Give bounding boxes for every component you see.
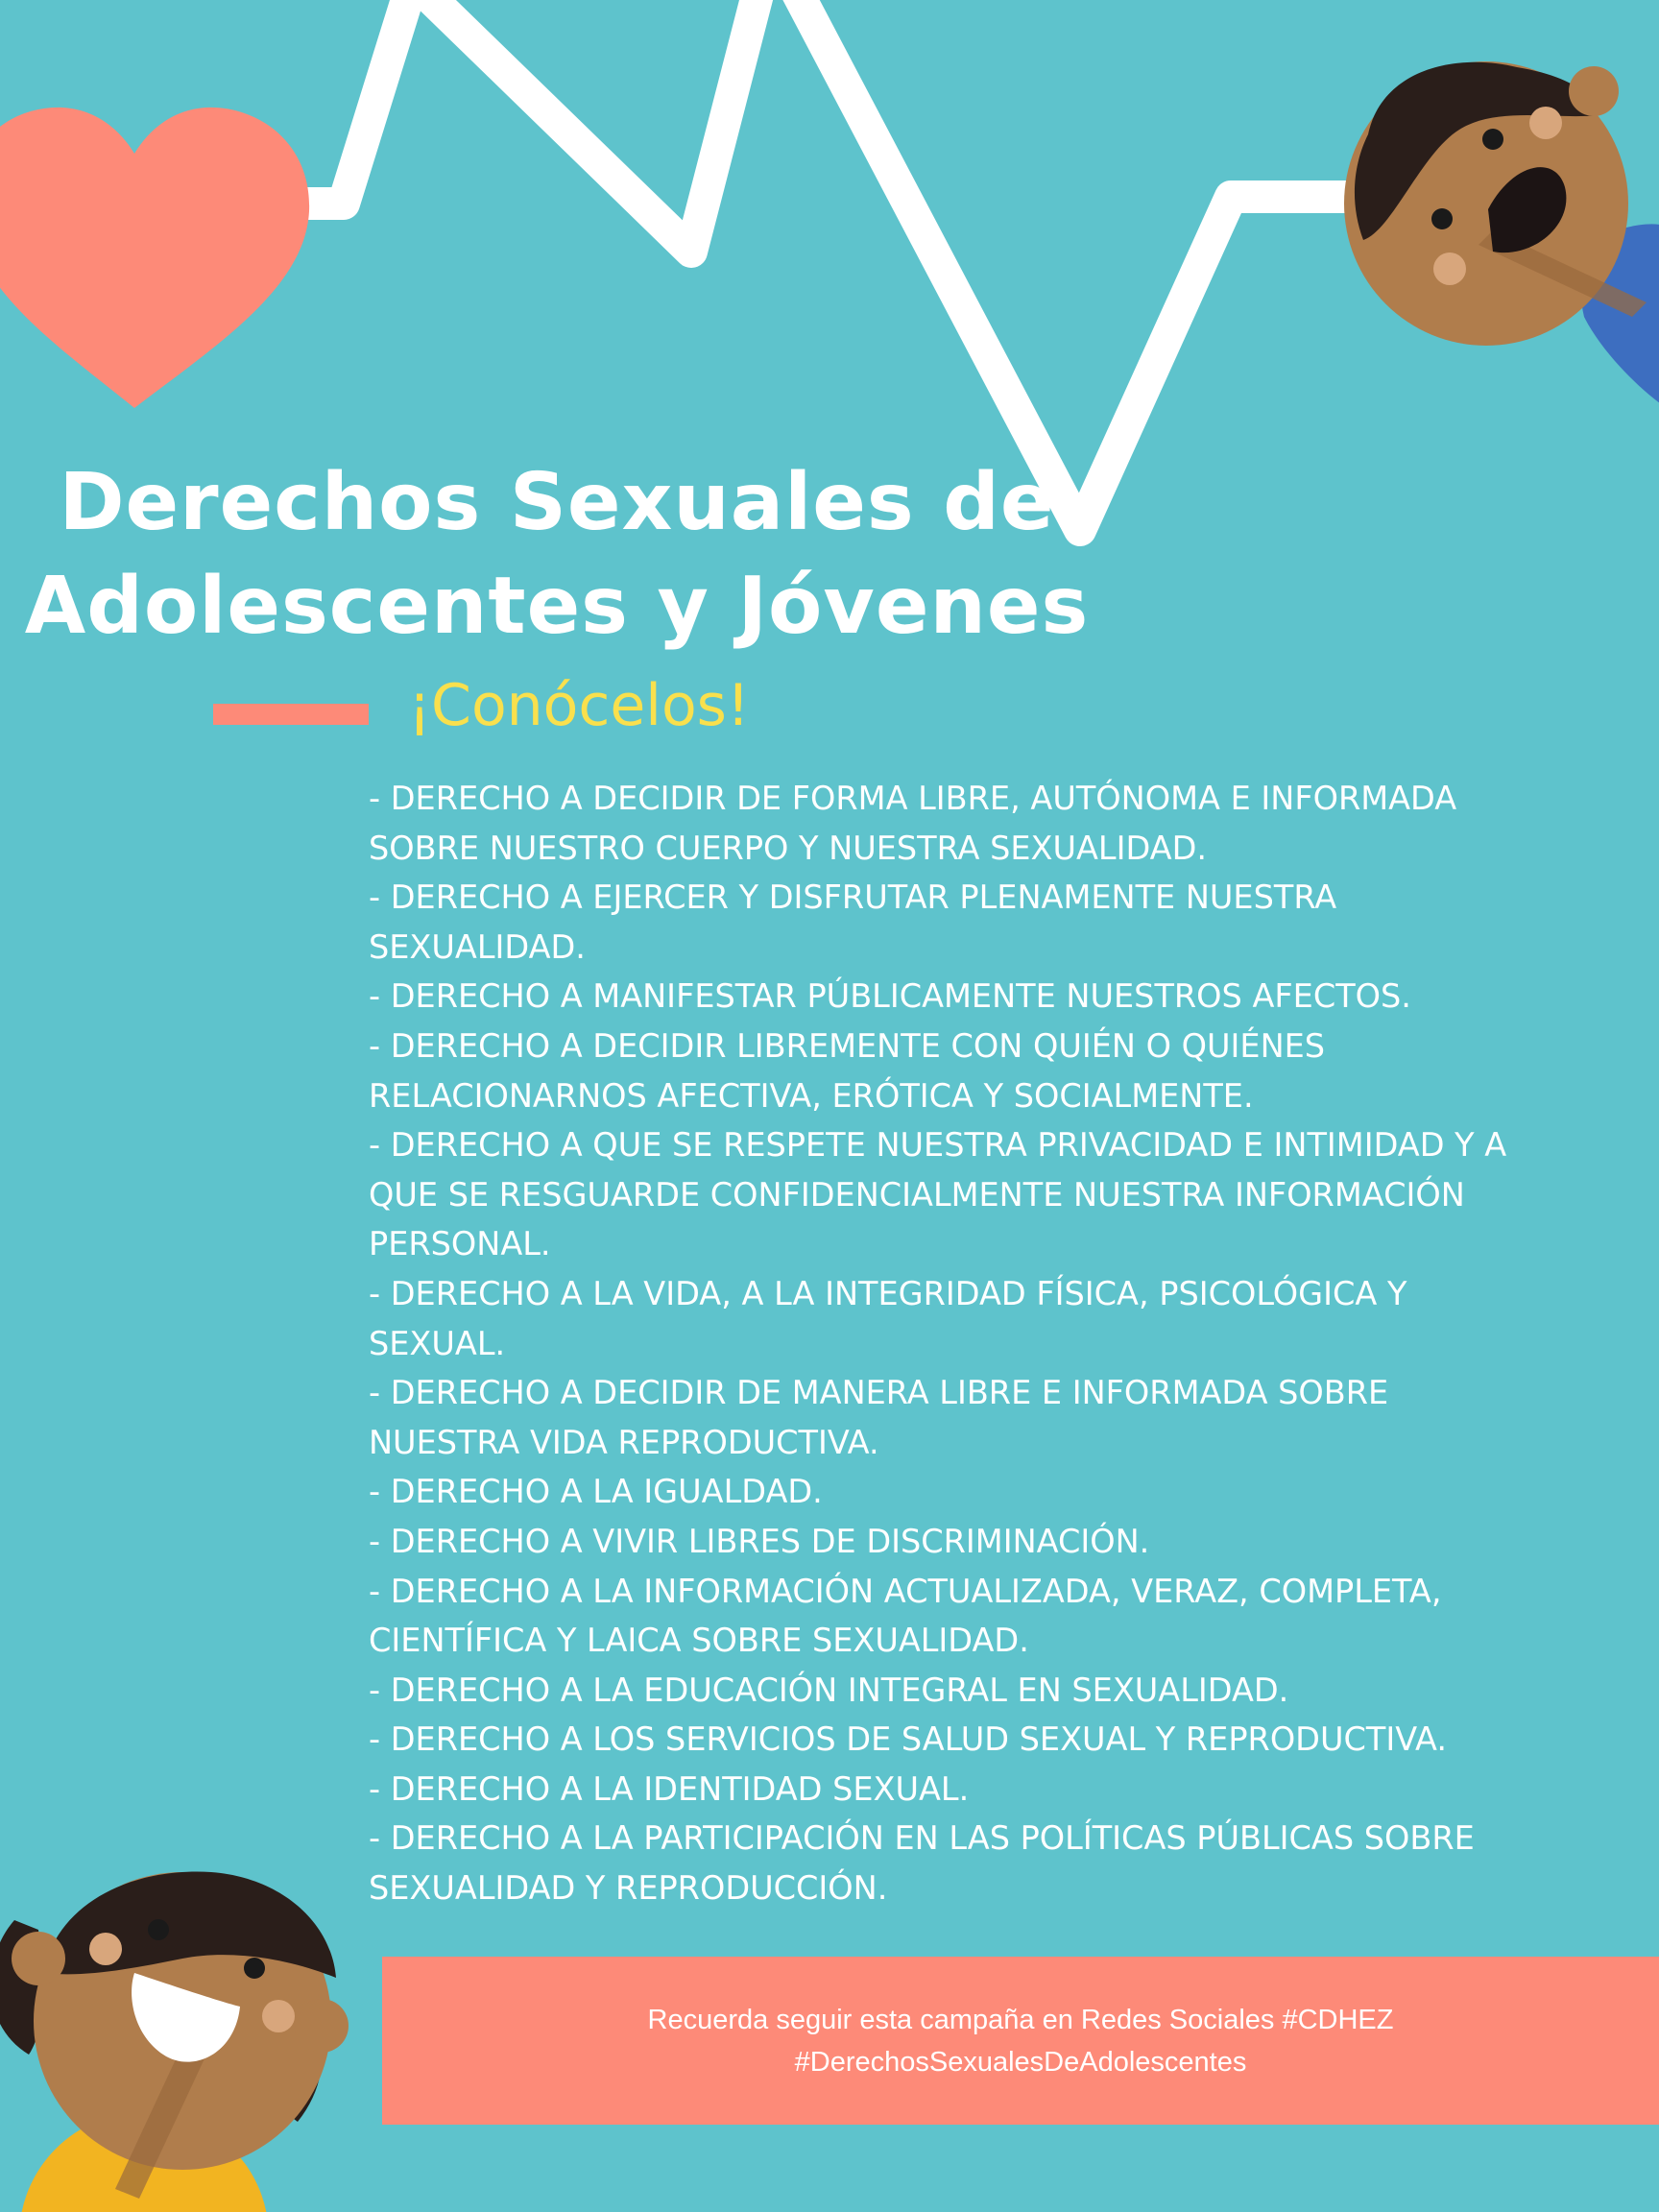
list-item: - DERECHO A DECIDIR DE MANERA LIBRE E INFORMADA SOBRE (369, 1374, 1389, 1412)
list-item: - DERECHO A VIVIR LIBRES DE DISCRIMINACIÓN. (369, 1522, 1150, 1560)
list-item: PERSONAL. (369, 1225, 551, 1263)
subtitle: ¡Conócelos! (408, 672, 750, 739)
list-item: - DERECHO A LA INFORMACIÓN ACTUALIZADA, VERAZ, COMPLETA, (369, 1572, 1442, 1610)
list-item: RELACIONARNOS AFECTIVA, ERÓTICA Y SOCIALMENTE. (369, 1076, 1254, 1115)
list-item: - DERECHO A EJERCER Y DISFRUTAR PLENAMENTE NUESTRA (369, 878, 1337, 917)
title-line-1: Derechos Sexuales de (59, 457, 1055, 548)
list-item: - DERECHO A DECIDIR DE FORMA LIBRE, AUTÓNOMA E INFORMADA (369, 780, 1457, 817)
heart-icon (0, 108, 309, 408)
list-item: SEXUAL. (369, 1324, 506, 1362)
boy-face-icon (1344, 61, 1659, 422)
list-item: SEXUALIDAD Y REPRODUCCIÓN. (369, 1869, 888, 1908)
list-item: - DERECHO A LA EDUCACIÓN INTEGRAL EN SEXUALIDAD. (369, 1671, 1289, 1709)
list-item: SOBRE NUESTRO CUERPO Y NUESTRA SEXUALIDAD. (369, 829, 1208, 867)
list-item: - DERECHO A DECIDIR LIBREMENTE CON QUIÉN O QUIÉNES (369, 1026, 1326, 1065)
rights-list (369, 774, 1617, 1913)
girl-face-icon (0, 1872, 349, 2212)
list-item: - DERECHO A LA IDENTIDAD SEXUAL. (369, 1769, 970, 1808)
campaign-hashtag: #DerechosSexualesDeAdolescentes (794, 2046, 1247, 2078)
list-item: NUESTRA VIDA REPRODUCTIVA. (369, 1423, 879, 1461)
page-title (0, 451, 1114, 659)
list-item: CIENTÍFICA Y LAICA SOBRE SEXUALIDAD. (369, 1622, 1029, 1660)
title-line-2: Adolescentes y Jóvenes (24, 561, 1090, 652)
list-item: QUE SE RESGUARDE CONFIDENCIALMENTE NUESTRA INFORMACIÓN (369, 1175, 1465, 1214)
campaign-banner (382, 1957, 1659, 2125)
list-item: - DERECHO A LA PARTICIPACIÓN EN LAS POLÍTICAS PÚBLICAS SOBRE (369, 1819, 1475, 1858)
list-item: SEXUALIDAD. (369, 927, 586, 966)
list-item: - DERECHO A MANIFESTAR PÚBLICAMENTE NUESTROS AFECTOS. (369, 977, 1411, 1016)
list-item: - DERECHO A QUE SE RESPETE NUESTRA PRIVACIDAD E INTIMIDAD Y A (369, 1126, 1507, 1165)
list-item: - DERECHO A LA VIDA, A LA INTEGRIDAD FÍSICA, PSICOLÓGICA Y (369, 1274, 1407, 1312)
list-item: - DERECHO A LOS SERVICIOS DE SALUD SEXUAL Y REPRODUCTIVA. (369, 1720, 1447, 1759)
accent-dash (213, 704, 369, 725)
campaign-text: Recuerda seguir esta campaña en Redes Sociales #CDHEZ (647, 2004, 1394, 2035)
list-item: - DERECHO A LA IGUALDAD. (369, 1473, 823, 1511)
